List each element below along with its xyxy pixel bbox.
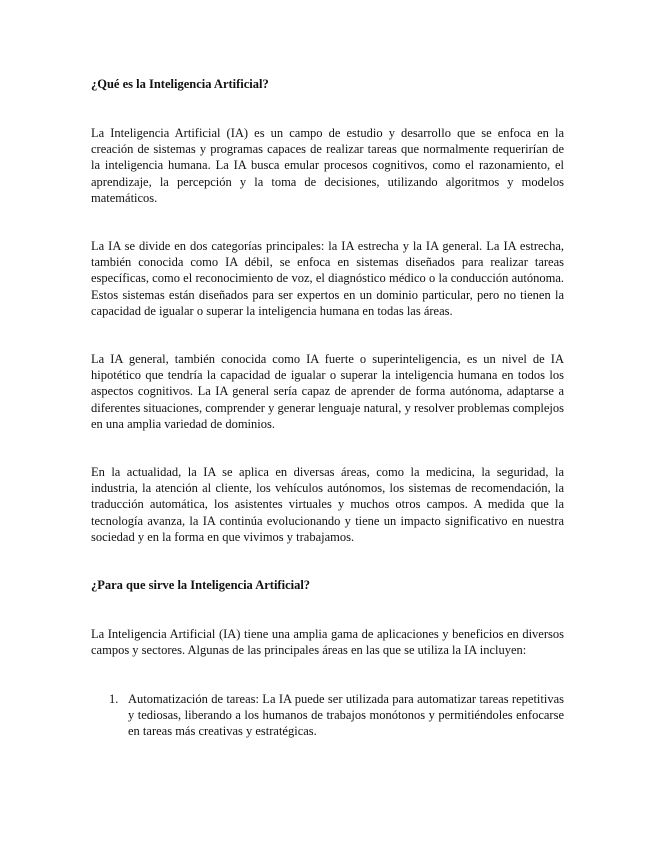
list-item — [91, 691, 564, 740]
heading-what-is-ai: ¿Qué es la Inteligencia Artificial? — [91, 77, 269, 91]
paragraph-definition: La Inteligencia Artificial (IA) es un campo de estudio y desarrollo que se enfoca en la creación de sistemas y programas capaces de realizar tareas que normalmente requerirían de la inteligencia humana. La IA busca emular procesos cognitivos, como el razonamiento, el aprendizaje, la percepción y la toma de decisiones, utilizando algoritmos y modelos matemáticos. — [91, 126, 564, 205]
applications-list — [91, 691, 564, 740]
paragraph-current-applications: En la actualidad, la IA se aplica en diversas áreas, como la medicina, la seguridad, la industria, la atención al cliente, los vehículos autónomos, los sistemas de recomendación, la traducción automática, los asistentes virtuales y muchos otros campos. A medida que la tecnología avanza, la IA continúa evolucionando y tiene un impacto significativo en nuestra sociedad y en la forma en que vivimos y trabajamos. — [91, 465, 564, 544]
heading-what-is-ai-for: ¿Para que sirve la Inteligencia Artificial? — [91, 578, 311, 592]
list-item-number: 1. — [109, 692, 119, 706]
paragraph-applications-intro: La Inteligencia Artificial (IA) tiene una amplia gama de aplicaciones y beneficios en diversos campos y sectores. Algunas de las principales áreas en las que se utiliza la IA incluyen: — [91, 627, 564, 658]
list-item-text: Automatización de tareas: La IA puede ser utilizada para automatizar tareas repetitivas y tediosas, liberando a los humanos de trabajos monótonos y permitiéndoles enfocarse en tareas más creativas y estratégicas. — [128, 692, 564, 739]
paragraph-categories: La IA se divide en dos categorías principales: la IA estrecha y la IA general. La IA estrecha, también conocida como IA débil, se enfoca en sistemas diseñados para realizar tareas específicas, como el reconocimiento de voz, el diagnóstico médico o la conducción autónoma. Estos sistemas están diseñados para ser expertos en un dominio particular, pero no tienen la capacidad de igualar o superar la inteligencia humana en todas las áreas. — [91, 239, 564, 318]
paragraph-general-ai: La IA general, también conocida como IA fuerte o superinteligencia, es un nivel de IA hipotético que tendría la capacidad de igualar o superar la inteligencia humana en todos los aspectos cognitivos. La IA general sería capaz de aprender de forma autónoma, adaptarse a diferentes situaciones, comprender y generar lenguaje natural, y resolver problemas complejos en una amplia variedad de dominios. — [91, 352, 564, 431]
